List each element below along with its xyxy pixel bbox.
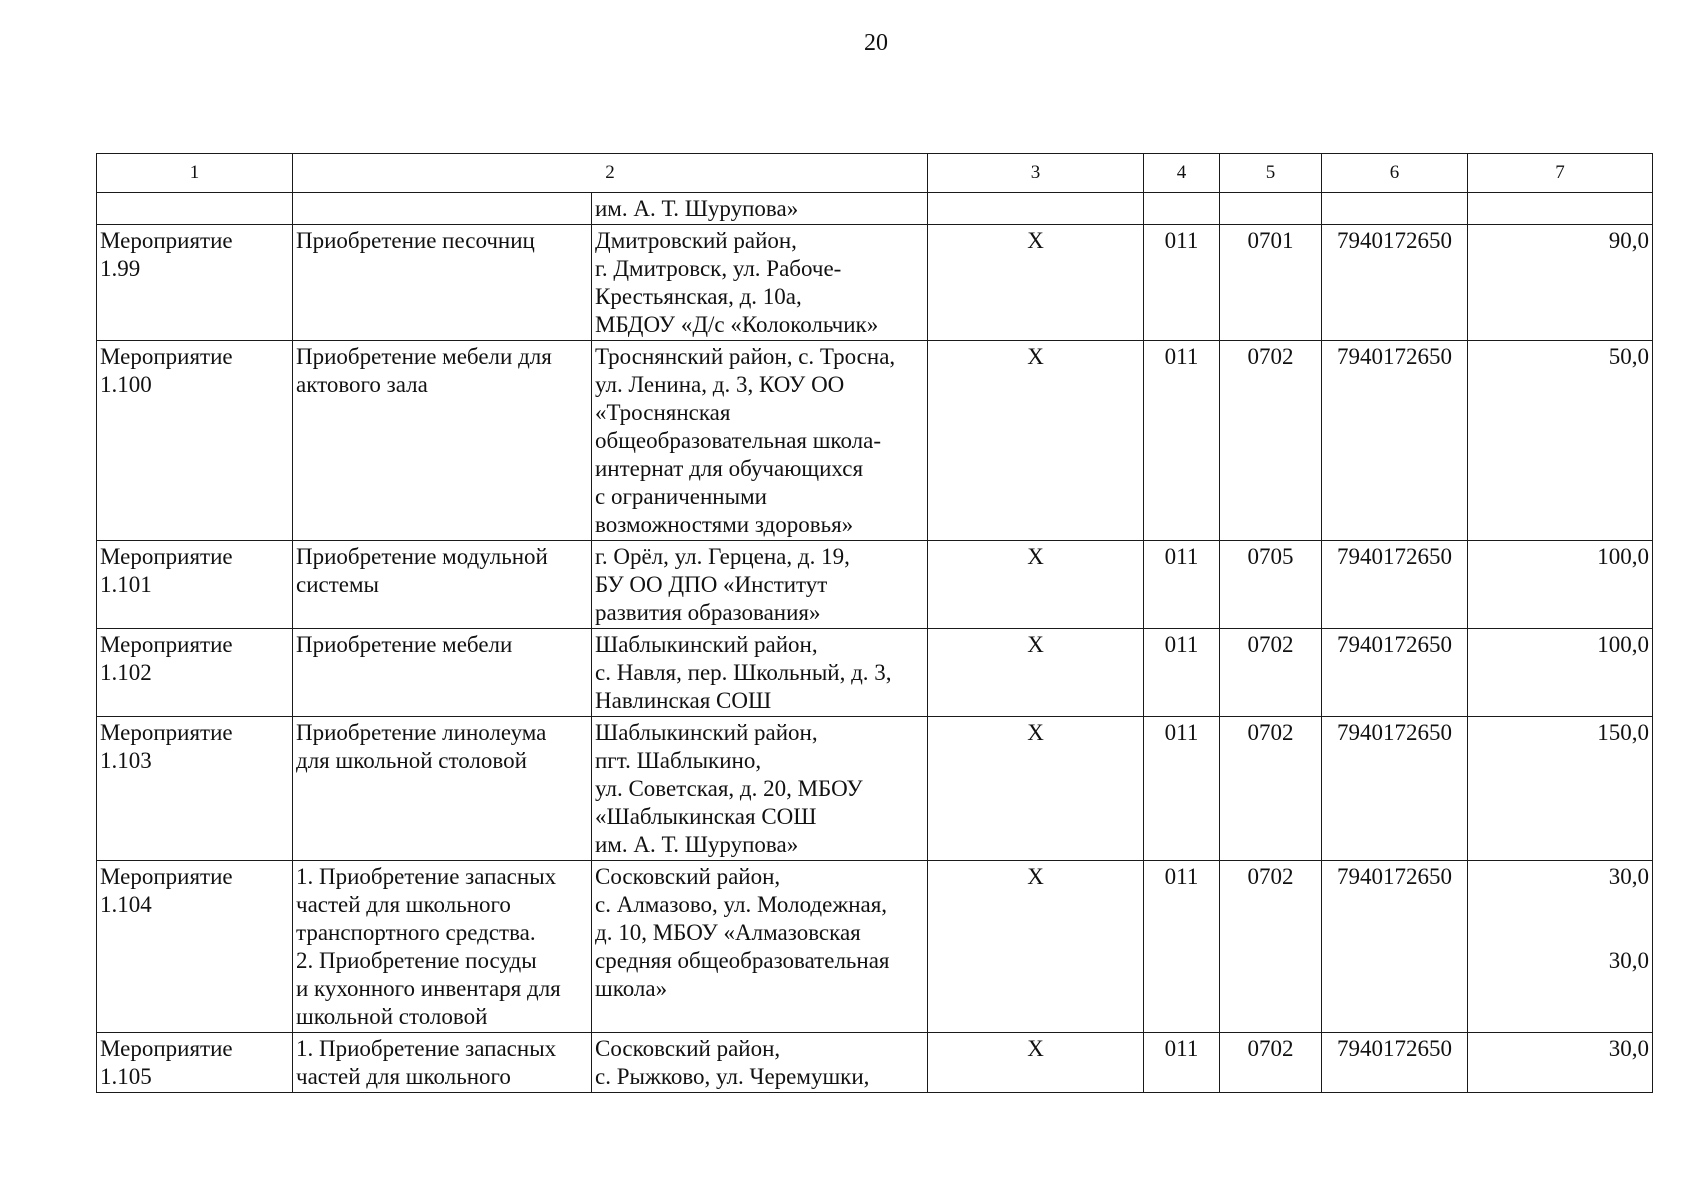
event-line: Мероприятие xyxy=(100,228,233,253)
event-cell xyxy=(97,225,293,341)
event-line: 1.100 xyxy=(100,372,152,397)
event-cell xyxy=(97,541,293,629)
col3-cell: Х xyxy=(928,1033,1144,1093)
description-line: Приобретение линолеума xyxy=(296,720,547,745)
address-line: с. Навля, пер. Школьный, д. 3, xyxy=(595,660,892,685)
table-row xyxy=(97,717,1653,861)
description-line: актового зала xyxy=(296,372,428,397)
address-line: им. А. Т. Шурупова» xyxy=(595,196,799,221)
col4-cell: 011 xyxy=(1144,861,1220,1033)
amount-cell xyxy=(1468,629,1653,717)
description-line: транспортного средства. xyxy=(296,920,536,945)
address-cell xyxy=(592,861,928,1033)
address-line: Дмитровский район, xyxy=(595,228,797,253)
page-number: 20 xyxy=(864,30,888,56)
description-line: 1. Приобретение запасных xyxy=(296,864,557,889)
amount-cell xyxy=(1468,193,1653,225)
event-line: 1.104 xyxy=(100,892,152,917)
amount-value: 150,0 xyxy=(1597,720,1649,745)
header-cell-1: 1 xyxy=(97,154,293,193)
address-line: интернат для обучающихся xyxy=(595,456,864,481)
col5-cell: 0705 xyxy=(1220,541,1322,629)
amount-value xyxy=(1471,919,1649,947)
amount-value: 30,0 xyxy=(1608,864,1649,889)
col5-cell: 0702 xyxy=(1220,629,1322,717)
address-line: г. Дмитровск, ул. Рабоче- xyxy=(595,256,842,281)
table-row xyxy=(97,629,1653,717)
event-line: Мероприятие xyxy=(100,344,233,369)
address-cell xyxy=(592,717,928,861)
amount-cell xyxy=(1468,341,1653,541)
description-cell xyxy=(293,225,592,341)
col5-cell: 0702 xyxy=(1220,1033,1322,1093)
col5-cell xyxy=(1220,193,1322,225)
description-line: и кухонного инвентаря для xyxy=(296,976,561,1001)
description-cell xyxy=(293,341,592,541)
address-line: МБДОУ «Д/с «Колокольчик» xyxy=(595,312,879,337)
event-cell xyxy=(97,717,293,861)
col6-cell xyxy=(1322,193,1468,225)
amount-value: 30,0 xyxy=(1608,948,1649,973)
budget-table xyxy=(96,153,1653,1093)
amount-value: 100,0 xyxy=(1597,632,1649,657)
address-line: Навлинская СОШ xyxy=(595,688,772,713)
table-row xyxy=(97,861,1653,1033)
event-line: Мероприятие xyxy=(100,632,233,657)
description-line: 2. Приобретение посуды xyxy=(296,948,537,973)
address-line: Сосковский район, xyxy=(595,1036,781,1061)
header-cell-5: 5 xyxy=(1220,154,1322,193)
continuation-row xyxy=(97,193,1653,225)
event-cell xyxy=(97,193,293,225)
description-line: школьной столовой xyxy=(296,1004,488,1029)
col4-cell: 011 xyxy=(1144,341,1220,541)
col4-cell: 011 xyxy=(1144,717,1220,861)
description-line: частей для школьного xyxy=(296,1064,511,1089)
col4-cell: 011 xyxy=(1144,541,1220,629)
description-line: для школьной столовой xyxy=(296,748,527,773)
description-line: Приобретение песочниц xyxy=(296,228,535,253)
address-cell xyxy=(592,541,928,629)
address-line: д. 10, МБОУ «Алмазовская xyxy=(595,920,861,945)
address-line: с. Алмазово, ул. Молодежная, xyxy=(595,892,888,917)
amount-value: 50,0 xyxy=(1608,344,1649,369)
address-cell xyxy=(592,193,928,225)
col4-cell: 011 xyxy=(1144,629,1220,717)
header-cell-3: 3 xyxy=(928,154,1144,193)
event-line: 1.105 xyxy=(100,1064,152,1089)
address-line: средняя общеобразовательная xyxy=(595,948,890,973)
address-line: им. А. Т. Шурупова» xyxy=(595,832,799,857)
col3-cell xyxy=(928,193,1144,225)
description-cell xyxy=(293,629,592,717)
description-line: 1. Приобретение запасных xyxy=(296,1036,557,1061)
address-line: «Шаблыкинская СОШ xyxy=(595,804,817,829)
amount-cell xyxy=(1468,861,1653,1033)
event-line: 1.101 xyxy=(100,572,152,597)
event-rows xyxy=(97,225,1653,1093)
address-line: Шаблыкинский район, xyxy=(595,632,818,657)
col6-cell: 7940172650 xyxy=(1322,225,1468,341)
address-line: с ограниченными xyxy=(595,484,767,509)
description-cell xyxy=(293,861,592,1033)
event-line: Мероприятие xyxy=(100,864,233,889)
col4-cell: 011 xyxy=(1144,225,1220,341)
col4-cell: 011 xyxy=(1144,1033,1220,1093)
event-cell xyxy=(97,861,293,1033)
address-line: пгт. Шаблыкино, xyxy=(595,748,762,773)
amount-value: 100,0 xyxy=(1597,544,1649,569)
description-line: частей для школьного xyxy=(296,892,511,917)
description-line: Приобретение мебели xyxy=(296,632,513,657)
address-line: г. Орёл, ул. Герцена, д. 19, xyxy=(595,544,850,569)
event-line: Мероприятие xyxy=(100,544,233,569)
table-row xyxy=(97,1033,1653,1093)
address-cell xyxy=(592,225,928,341)
amount-cell xyxy=(1468,225,1653,341)
col6-cell: 7940172650 xyxy=(1322,861,1468,1033)
address-line: «Троснянская xyxy=(595,400,731,425)
col6-cell: 7940172650 xyxy=(1322,541,1468,629)
address-line: Шаблыкинский район, xyxy=(595,720,818,745)
table-row xyxy=(97,225,1653,341)
header-cell-7: 7 xyxy=(1468,154,1653,193)
col3-cell: Х xyxy=(928,861,1144,1033)
description-cell xyxy=(293,193,592,225)
col3-cell: Х xyxy=(928,341,1144,541)
address-line: развития образования» xyxy=(595,600,821,625)
amount-cell xyxy=(1468,717,1653,861)
header-cell-6: 6 xyxy=(1322,154,1468,193)
address-cell xyxy=(592,1033,928,1093)
event-cell xyxy=(97,629,293,717)
address-line: Троснянский район, с. Тросна, xyxy=(595,344,896,369)
address-line: возможностями здоровья» xyxy=(595,512,854,537)
header-cell-2: 2 xyxy=(293,154,928,193)
address-cell xyxy=(592,341,928,541)
description-cell xyxy=(293,541,592,629)
description-line: системы xyxy=(296,572,379,597)
address-line: БУ ОО ДПО «Институт xyxy=(595,572,828,597)
description-line: Приобретение мебели для xyxy=(296,344,552,369)
col4-cell xyxy=(1144,193,1220,225)
amount-value xyxy=(1471,891,1649,919)
event-line: Мероприятие xyxy=(100,1036,233,1061)
event-line: 1.103 xyxy=(100,748,152,773)
event-line: 1.99 xyxy=(100,256,141,281)
col6-cell: 7940172650 xyxy=(1322,341,1468,541)
description-cell xyxy=(293,1033,592,1093)
address-line: школа» xyxy=(595,976,668,1001)
col3-cell: Х xyxy=(928,541,1144,629)
amount-value: 30,0 xyxy=(1608,1036,1649,1061)
address-line: ул. Советская, д. 20, МБОУ xyxy=(595,776,863,801)
event-cell xyxy=(97,1033,293,1093)
col5-cell: 0702 xyxy=(1220,341,1322,541)
description-line: Приобретение модульной xyxy=(296,544,548,569)
col6-cell: 7940172650 xyxy=(1322,717,1468,861)
col6-cell: 7940172650 xyxy=(1322,1033,1468,1093)
col6-cell: 7940172650 xyxy=(1322,629,1468,717)
amount-cell xyxy=(1468,541,1653,629)
address-line: общеобразовательная школа- xyxy=(595,428,881,453)
event-cell xyxy=(97,341,293,541)
col3-cell: Х xyxy=(928,629,1144,717)
amount-value: 90,0 xyxy=(1608,228,1649,253)
address-line: Крестьянская, д. 10а, xyxy=(595,284,802,309)
col3-cell: Х xyxy=(928,717,1144,861)
header-cell-4: 4 xyxy=(1144,154,1220,193)
event-line: Мероприятие xyxy=(100,720,233,745)
table-row xyxy=(97,541,1653,629)
amount-cell xyxy=(1468,1033,1653,1093)
address-line: ул. Ленина, д. 3, КОУ ОО xyxy=(595,372,845,397)
col5-cell: 0702 xyxy=(1220,717,1322,861)
address-cell xyxy=(592,629,928,717)
address-line: с. Рыжково, ул. Черемушки, xyxy=(595,1064,870,1089)
col5-cell: 0701 xyxy=(1220,225,1322,341)
header-row xyxy=(97,154,1653,193)
address-line: Сосковский район, xyxy=(595,864,781,889)
table-row xyxy=(97,341,1653,541)
description-cell xyxy=(293,717,592,861)
col3-cell: Х xyxy=(928,225,1144,341)
event-line: 1.102 xyxy=(100,660,152,685)
col5-cell: 0702 xyxy=(1220,861,1322,1033)
